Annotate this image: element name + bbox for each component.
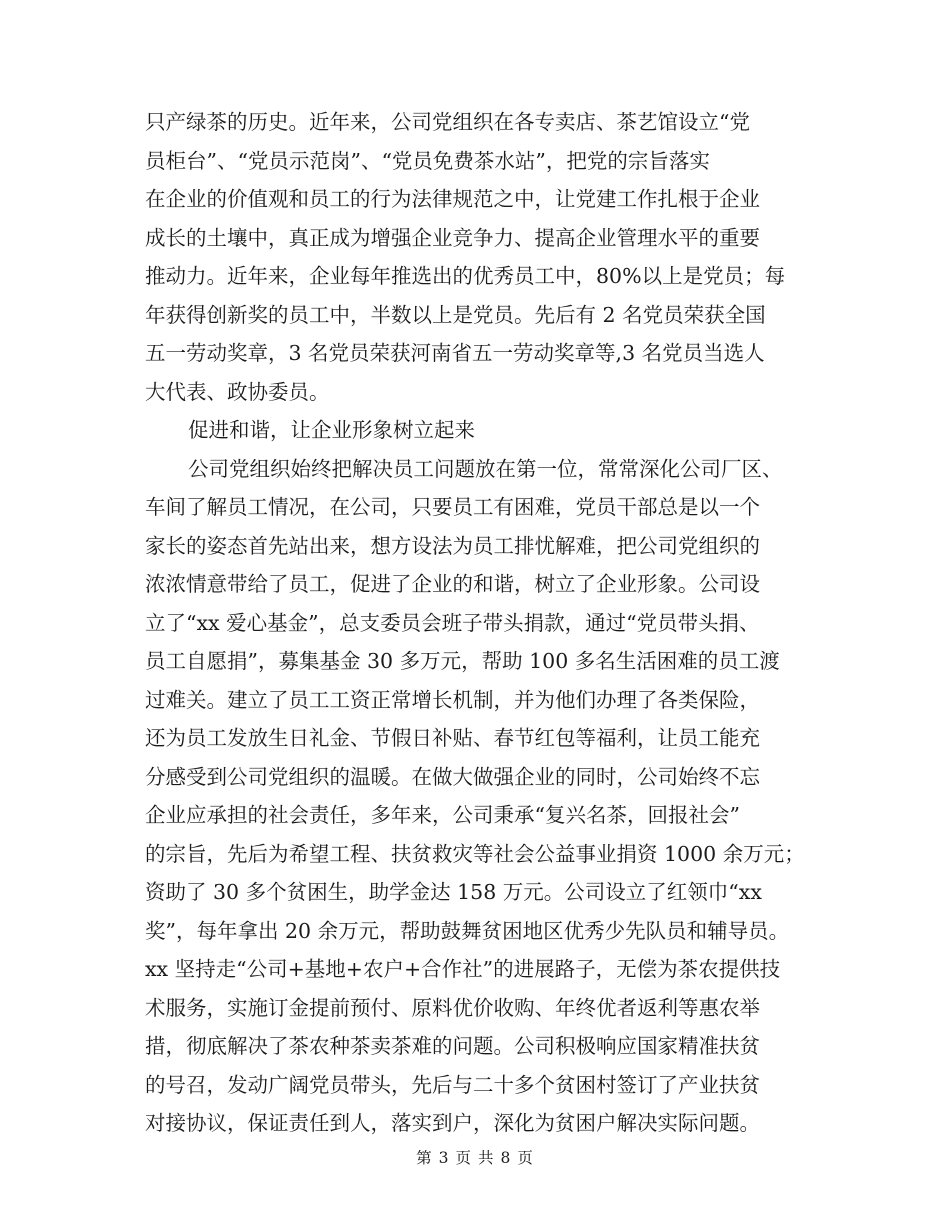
section-heading: 促进和谐，让企业形象树立起来	[188, 418, 475, 442]
text-line: 大代表、政协委员。	[145, 379, 330, 404]
text-line: 立了“xx 爱心基金”，总支委员会班子带头捐款，通过“党员带头捐、	[145, 610, 760, 635]
page-footer	[0, 1146, 950, 1170]
text-line: 成长的土壤中，真正成为增强企业竞争力、提高企业管理水平的重要	[145, 225, 760, 250]
text-line: xx 坚持走“公司+基地+农户+合作社”的进展路子，无偿为茶农提供技	[145, 957, 781, 981]
footer-suffix: 页	[517, 1149, 534, 1167]
text-line: 还为员工发放生日礼金、节假日补贴、春节红包等福利，让员工能充	[145, 726, 760, 750]
text-line: 术服务，实施订金提前预付、原料优价收购、年终优者返利等惠农举	[145, 995, 760, 1020]
text-line: 员柜台”、“党员示范岗”、“党员免费茶水站”，把党的宗旨落实	[145, 148, 710, 173]
text-line: 五一劳动奖章，3 名党员荣获河南省五一劳动奖章等,3 名党员当选人	[145, 341, 765, 365]
text-line: 在企业的价值观和员工的行为法律规范之中，让党建工作扎根于企业	[145, 187, 760, 211]
text-line: 公司党组织始终把解决员工问题放在第一位，常常深化公司厂区、	[188, 456, 783, 481]
text-line: 措，彻底解决了茶农种茶卖茶难的问题。公司积极响应国家精准扶贫	[145, 1034, 760, 1058]
text-line: 浓浓情意带给了员工，促进了企业的和谐，树立了企业形象。公司设	[145, 572, 760, 596]
text-line: 员工自愿捐”，募集基金 30 多万元，帮助 100 多名生活困难的员工渡	[145, 649, 780, 673]
text-line: 只产绿茶的历史。近年来，公司党组织在各专卖店、茶艺馆设立“党	[145, 110, 750, 134]
text-line: 的宗旨，先后为希望工程、扶贫救灾等社会公益事业捐资 1000 余万元；	[145, 841, 805, 866]
footer-middle: 页 共	[455, 1149, 495, 1167]
text-line: 家长的姿态首先站出来，想方设法为员工排忧解难，把公司党组织的	[145, 533, 760, 558]
total-pages: 8	[500, 1149, 512, 1167]
footer-prefix: 第	[416, 1149, 433, 1167]
text-line: 年获得创新奖的员工中，半数以上是党员。先后有 2 名党员荣获全国	[145, 302, 766, 327]
text-line: 车间了解员工情况，在公司，只要员工有困难，党员干部总是以一个	[145, 495, 760, 519]
page-number: 3	[438, 1149, 450, 1167]
text-line: 奖”，每年拿出 20 余万元，帮助鼓舞贫困地区优秀少先队员和辅导员。	[145, 918, 790, 943]
text-line: 推动力。近年来，企业每年推选出的优秀员工中，80%以上是党员；每	[145, 264, 786, 288]
text-line: 的号召，发动广阔党员带头，先后与二十多个贫困村签订了产业扶贫	[145, 1072, 760, 1097]
text-line: 对接协议，保证责任到人，落实到户，深化为贫困户解决实际问题。	[145, 1111, 760, 1135]
text-line: 过难关。建立了员工工资正常增长机制，并为他们办理了各类保险，	[145, 687, 760, 712]
text-line: 资助了 30 多个贫困生，助学金达 158 万元。公司设立了红领巾“xx	[145, 880, 762, 904]
text-line: 分感受到公司党组织的温暖。在做大做强企业的同时，公司始终不忘	[145, 764, 760, 789]
text-line: 企业应承担的社会责任，多年来，公司秉承“复兴名茶，回报社会”	[145, 803, 740, 827]
